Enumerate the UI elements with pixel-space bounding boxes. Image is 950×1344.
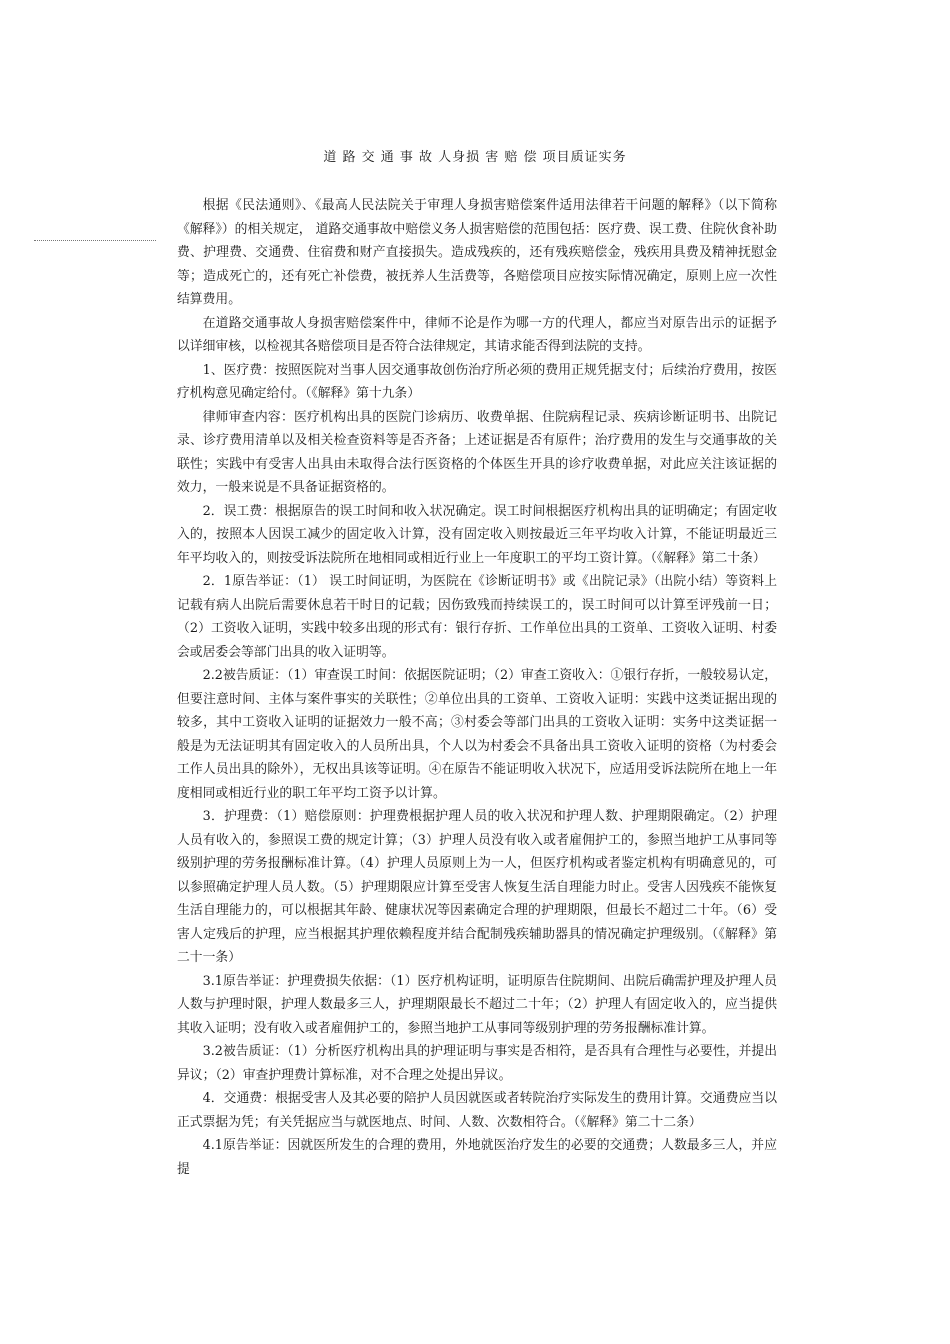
paragraph-intro: 根据《民法通则》、《最高人民法院关于审理人身损害赔偿案件适用法律若干问题的解释》（以下简称《解释》）的相关规定， 道路交通事故中赔偿义务人损害赔偿的范围包括：医疗费、误工费、住院伙食补助费、护理费、交通费、住宿费和财产直接损失。造成残疾的，还有残疾赔偿金，残疾用具费及精神抚慰金等；造成死亡的，还有死亡补偿费，被抚养人生活费等，各赔偿项目应按实际情况确定，原则上应一次性结算费用。 bbox=[177, 198, 777, 307]
paragraph-transport-plaintiff: 4.1原告举证：因就医所发生的合理的费用，外地就医治疗发生的必要的交通费；人数最多三人，并应提 bbox=[177, 1138, 777, 1177]
paragraph-lawyer-review: 在道路交通事故人身损害赔偿案件中，律师不论是作为哪一方的代理人，都应当对原告出示的证据予以详细审核，以检视其各赔偿项目是否符合法律规定，其请求能否得到法院的支持。 bbox=[177, 315, 777, 354]
paragraph-nursing-plaintiff: 3.1原告举证：护理费损失依据：（1）医疗机构证明，证明原告住院期间、出院后确需护理及护理人员人数与护理时限，护理人数最多三人，护理期限最长不超过二十年；（2）护理人有固定收入的，应当提供其收入证明；没有收入或者雇佣护工的，参照当地护工从事同等级别护理的劳务报酬标准计算。 bbox=[177, 973, 777, 1036]
margin-dotted-rule bbox=[34, 240, 156, 241]
paragraph-medical-fee: 1、医疗费：按照医院对当事人因交通事故创伤治疗所必须的费用正规凭据支付；后续治疗费用，按医疗机构意见确定给付。（《解释》第十九条） bbox=[177, 362, 777, 401]
paragraph-medical-review: 律师审查内容：医疗机构出具的医院门诊病历、收费单据、住院病程记录、疾病诊断证明书、出院记录、诊疗费用清单以及相关检查资料等是否齐备；上述证据是否有原件；治疗费用的发生与交通事故的关联性；实践中有受害人出具由未取得合法行医资格的个体医生开具的诊疗收费单据，对此应关注该证据的效力，一般来说是不具备证据资格的。 bbox=[177, 409, 777, 495]
paragraph-lost-wages-defendant: 2.2被告质证：（1）审查误工时间：依据医院证明；（2）审查工资收入：①银行存折，一般较易认定，但要注意时间、主体与案件事实的关联性；②单位出具的工资单、工资收入证明：实践中这类证据出现的较多，其中工资收入证明的证据效力一般不高；③村委会等部门出具的工资收入证明：实务中这类证据一般是为无法证明其有固定收入的人员所出具，个人以为村委会不具备出具工资收入证明的资格（为村委会工作人员出具的除外），无权出具该等证明。④在原告不能证明收入状况下，应适用受诉法院所在地上一年度相同或相近行业的职工年平均工资予以计算。 bbox=[177, 668, 777, 801]
document-title: 道 路 交 通 事 故 人身损 害 赔 偿 项目质证实务 bbox=[323, 150, 627, 165]
paragraph-nursing-fee: 3．护理费：（1）赔偿原则：护理费根据护理人员的收入状况和护理人数、护理期限确定。（2）护理人员有收入的，参照误工费的规定计算；（3）护理人员没有收入或者雇佣护工的，参照当地护工从事同等级别护理的劳务报酬标准计算。（4）护理人员原则上为一人，但医疗机构或者鉴定机构有明确意见的，可以参照确定护理人员人数。（5）护理期限应计算至受害人恢复生活自理能力时止。受害人因残疾不能恢复生活自理能力的，可以根据其年龄、健康状况等因素确定合理的护理期限，但最长不超过二十年。（6）受害人定残后的护理，应当根据其护理依赖程度并结合配制残疾辅助器具的情况确定护理级别。（《解释》第二十一条） bbox=[177, 809, 777, 965]
paragraph-transport-fee: 4．交通费：根据受害人及其必要的陪护人员因就医或者转院治疗实际发生的费用计算。交通费应当以正式票据为凭；有关凭据应当与就医地点、时间、人数、次数相符合。（《解释》第二十二条） bbox=[177, 1091, 777, 1130]
paragraph-lost-wages: 2．误工费：根据原告的误工时间和收入状况确定。误工时间根据医疗机构出具的证明确定；有固定收入的，按照本人因误工减少的固定收入计算，没有固定收入则按最近三年平均收入计算，不能证明最近三年平均收入的，则按受诉法院所在地相同或相近行业上一年度职工的平均工资计算。（《解释》第二十条） bbox=[177, 503, 777, 566]
document-body bbox=[177, 194, 777, 1181]
paragraph-lost-wages-plaintiff: 2．1原告举证：（1） 误工时间证明，为医院在《诊断证明书》或《出院记录》（出院小结）等资料上记载有病人出院后需要休息若干时日的记载；因伤致残而持续误工的，误工时间可以计算至评残前一日；（2）工资收入证明，实践中较多出现的形式有：银行存折、工作单位出具的工资单、工资收入证明、村委会或居委会等部门出具的收入证明等。 bbox=[177, 574, 777, 660]
paragraph-nursing-defendant: 3.2被告质证：（1）分析医疗机构出具的护理证明与事实是否相符，是否具有合理性与必要性，并提出异议；（2）审查护理费计算标准，对不合理之处提出异议。 bbox=[177, 1044, 777, 1083]
